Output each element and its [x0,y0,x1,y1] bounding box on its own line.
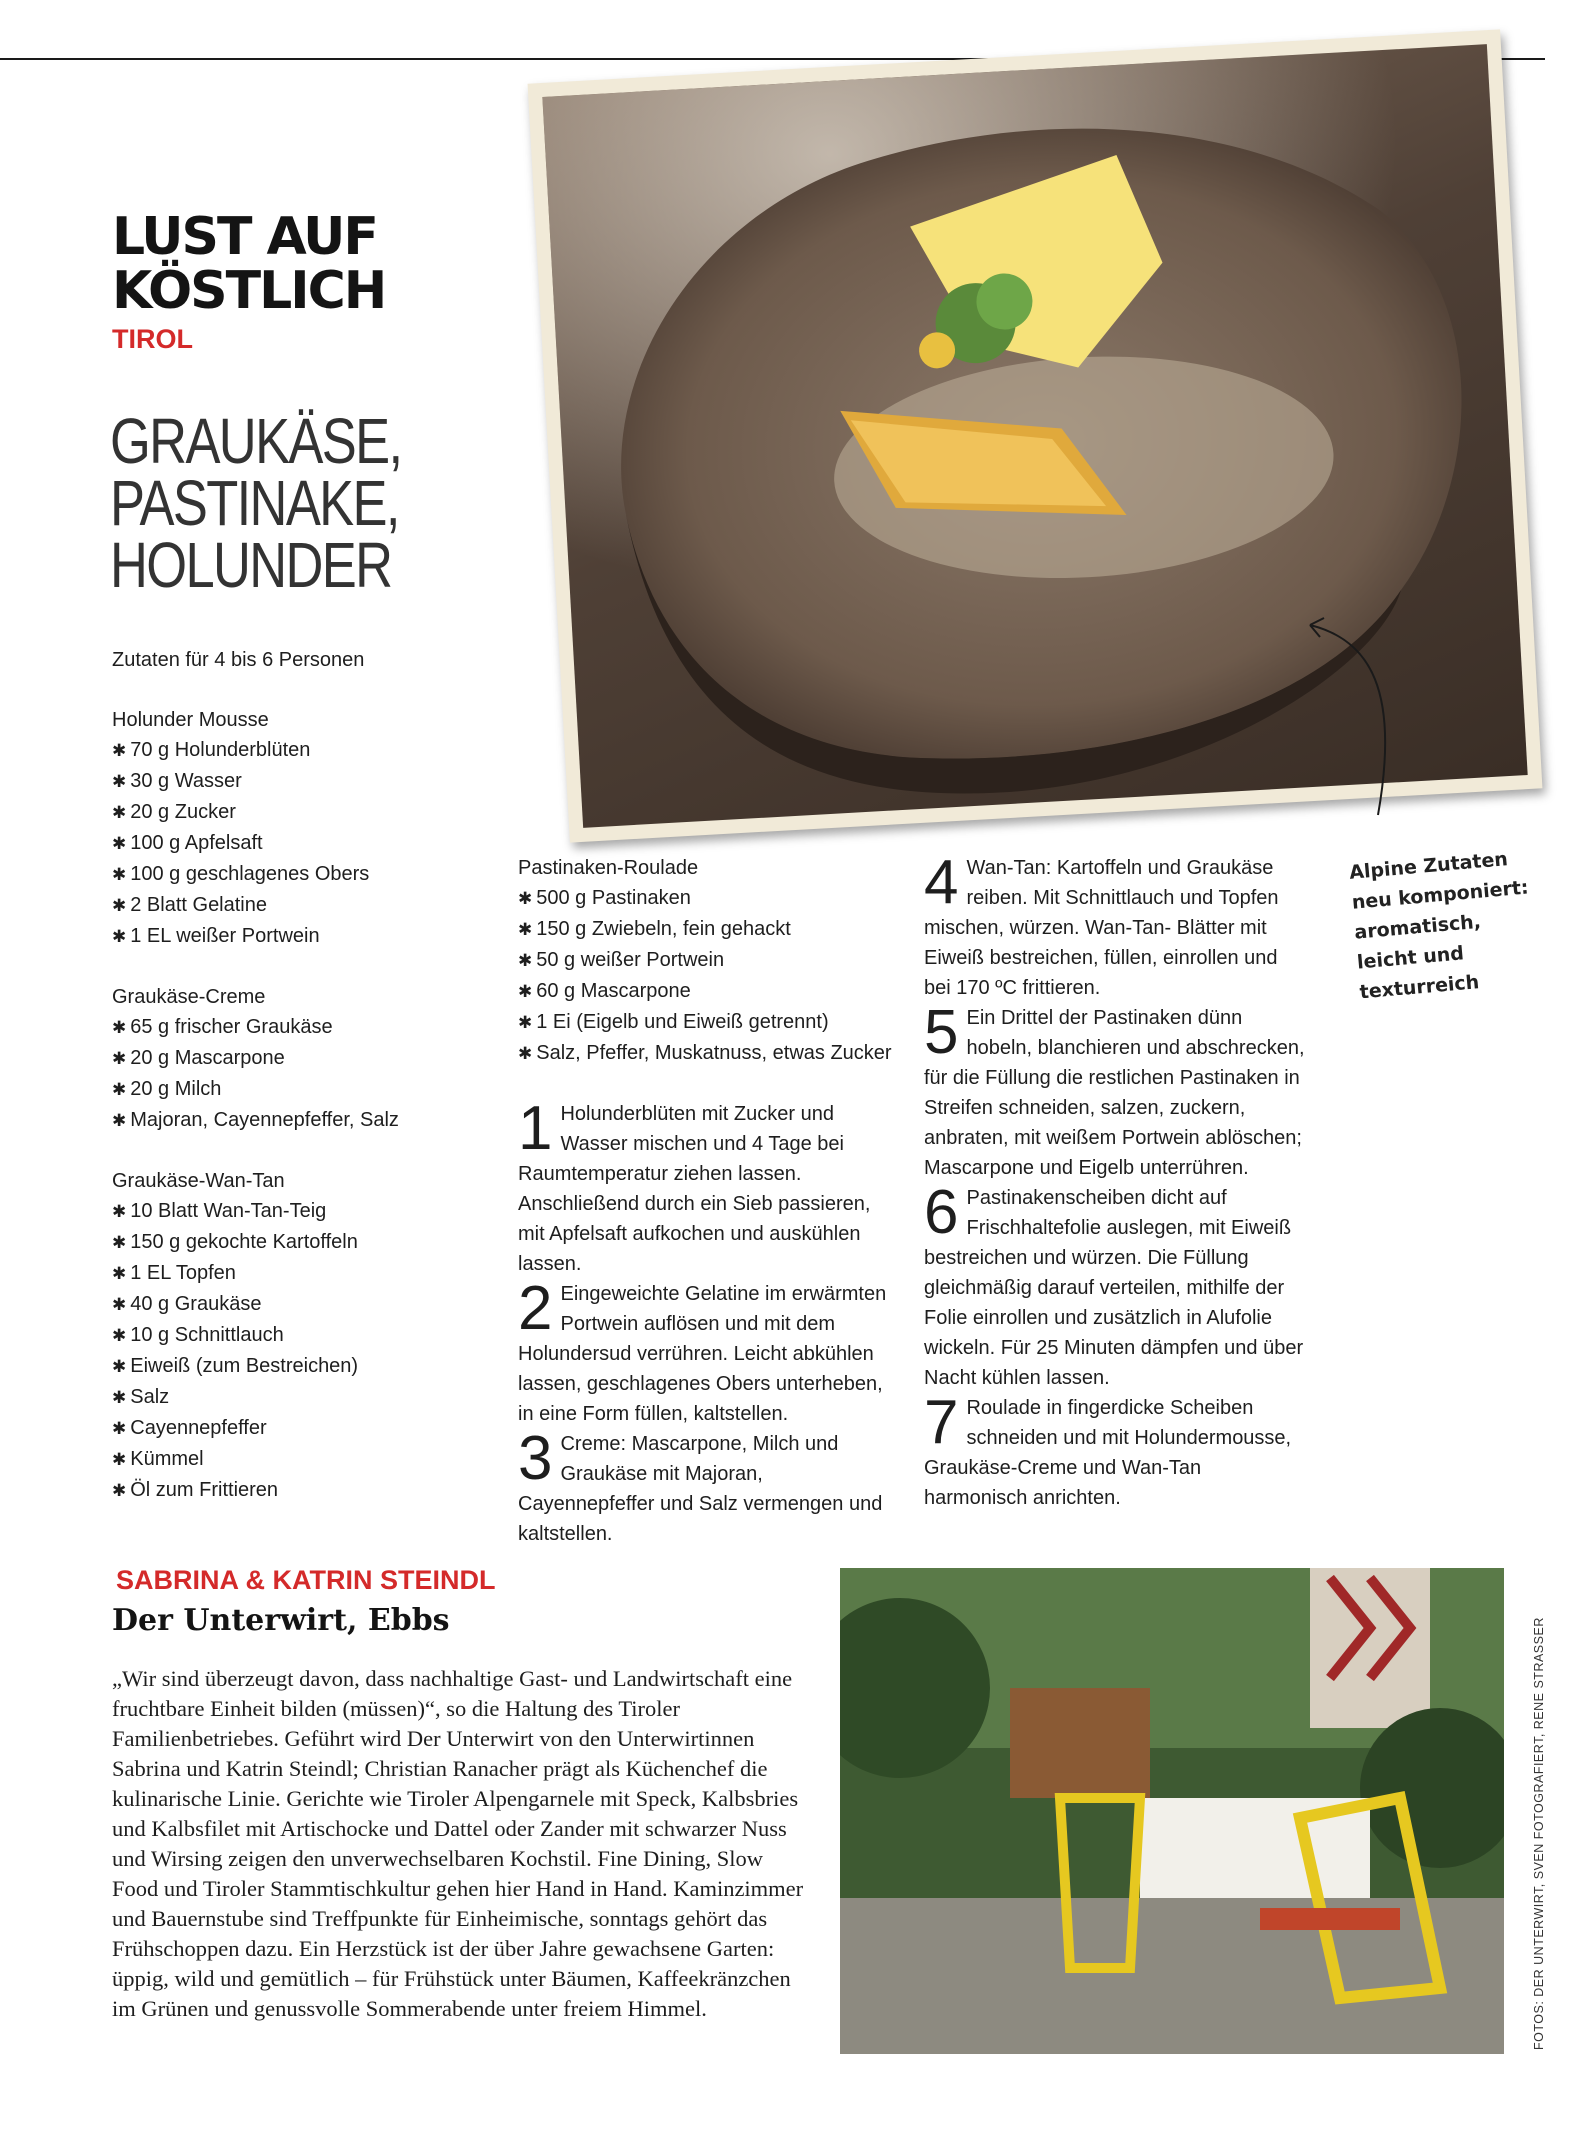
group-heading: Graukäse-Creme [112,986,266,1008]
recipe-column-3 [924,848,1309,1513]
group-heading: Holunder Mousse [112,709,269,731]
recipe-step [518,1274,898,1429]
group-heading: Graukäse-Wan-Tan [112,1170,285,1192]
ingredient-item: ✱ 1 EL weißer Portwein [112,921,492,952]
ingredient-item: ✱ 1 Ei (Eigelb und Eiweiß getrennt) [518,1007,898,1038]
recipe-title-line: HOLUNDER [110,529,392,601]
recipe-step [924,1388,1309,1513]
ingredient-item: ✱ 70 g Holunderblüten [112,735,492,766]
step-text: Eingeweichte Gelatine im erwärmten Portwein auflösen und mit dem Holundersud verrühren. Leicht abkühlen lassen, geschlagenes Obers unterheben, in eine Form füllen, kaltstellen. [518,1283,887,1425]
ingredient-item: ✱ 20 g Mascarpone [112,1043,492,1074]
step-text: Roulade in fingerdicke Scheiben schneiden und mit Holundermousse, Graukäse-Creme und Wan-Tan harmonisch anrichten. [924,1397,1292,1509]
step-text: Holunderblüten mit Zucker und Wasser mischen und 4 Tage bei Raumtemperatur ziehen lassen. Anschließend durch ein Sieb passieren, mit Apfelsaft aufkochen und auskühlen lassen. [518,1103,871,1275]
garden-photo [840,1568,1504,2054]
ingredient-item: ✱ Salz, Pfeffer, Muskatnuss, etwas Zucker [518,1038,898,1069]
ingredient-item: ✱ 150 g Zwiebeln, fein gehackt [518,914,898,945]
section-title-line: LUST AUF [112,207,377,267]
caption-line: Alpine Zutaten [1348,848,1509,884]
ingredient-item: ✱ 20 g Milch [112,1074,492,1105]
recipe-title-line: GRAUKÄSE, [110,405,402,477]
ingredient-item: ✱ 100 g geschlagenes Obers [112,859,492,890]
photo-caption [1348,842,1540,1007]
step-number: 4 [924,848,959,917]
photo-credit: FOTOS: DER UNTERWIRT, SVEN FOTOGRAFIERT, RENE STRASSER [1532,1617,1546,2050]
ingredient-item: ✱ 100 g Apfelsaft [112,828,492,859]
ingredient-item: ✱ Eiweiß (zum Bestreichen) [112,1351,492,1382]
ingredient-item: ✱ 65 g frischer Graukäse [112,1012,492,1043]
step-text: Ein Drittel der Pastinaken dünn hobeln, blanchieren und abschrecken, für die Füllung die restlichen Pastinaken in Streifen schneiden, salzen, zuckern, anbraten, mit weißem Portwein ablöschen; Mascarpone und Eigelb unterrühren. [924,1007,1305,1179]
ingredient-item: ✱ Kümmel [112,1444,492,1475]
region-label: TIROL [112,324,193,354]
ingredient-item: ✱ 500 g Pastinaken [518,883,898,914]
ingredient-item: ✱ 50 g weißer Portwein [518,945,898,976]
caption-arrow [1280,600,1420,840]
recipe-step [924,998,1309,1183]
ingredient-item: ✱ 1 EL Topfen [112,1258,492,1289]
caption-line: texturreich [1358,971,1481,1004]
caption-line: aromatisch, [1353,910,1482,944]
restaurant-hosts: SABRINA & KATRIN STEINDL [116,1565,496,1595]
ingredient-list [112,735,492,952]
ingredient-item: ✱ 60 g Mascarpone [518,976,898,1007]
ingredient-list [112,1012,492,1136]
ingredient-item: ✱ 150 g gekochte Kartoffeln [112,1227,492,1258]
ingredient-item: ✱ Majoran, Cayennepfeffer, Salz [112,1105,492,1136]
ingredient-item: ✱ Cayennepfeffer [112,1413,492,1444]
restaurant-description: „Wir sind überzeugt davon, dass nachhaltige Gast- und Landwirtschaft eine fruchtbare Einheit bilden (müssen)“, so die Haltung des Tiroler Familienbetriebes. Geführt wird Der Unterwirt von den Unterwirtinnen Sabrina und Katrin Steindl; Christian Ranacher prägt als Küchenchef die kulinarische Linie. Gerichte wie Tiroler Alpengarnele mit Speck, Kalbsbries und Kalbsfilet mit Artischocke und Dattel oder Zander mit schwarzer Nuss und Wirsing zeigen den unverwechselbaren Kochstil. Fine Dining, Slow Food und Tiroler Stammtischkultur gehen hier Hand in Hand. Kaminzimmer und Bauernstube sind Treffpunkte für Einheimische, sonntags gehört das Frühschoppen dazu. Ein Herzstück ist der über Jahre gewachsene Garten: üppig, wild und gemütlich – für Frühstück unter Bäumen, Kaffeekränzchen im Grünen und genussvolle Sommerabende unter freiem Himmel. [112,1666,804,2021]
ingredient-item: ✱ 10 Blatt Wan-Tan-Teig [112,1196,492,1227]
section-title [112,207,386,321]
step-text: Wan-Tan: Kartoffeln und Graukäse reiben. Mit Schnittlauch und Topfen mischen, würzen. Wan-Tan- Blätter mit Eiweiß bestreichen, füllen, einrollen und bei 170 ºC frittieren. [924,857,1279,999]
recipe-step [518,1424,898,1549]
step-number: 6 [924,1178,959,1247]
ingredient-item: ✱ 2 Blatt Gelatine [112,890,492,921]
section-title-line: KÖSTLICH [112,261,386,321]
step-number: 2 [518,1274,553,1343]
step-number: 1 [518,1094,553,1163]
recipe-column-2 [518,853,898,1549]
servings: Zutaten für 4 bis 6 Personen [112,649,365,671]
garden-illustration [840,1568,1504,2054]
step-text: Creme: Mascarpone, Milch und Graukäse mit Majoran, Cayennepfeffer und Salz vermengen und kaltstellen. [518,1433,883,1545]
recipe-title-line: PASTINAKE, [110,467,399,539]
recipe-step [518,1094,898,1279]
recipe-step [924,848,1309,1003]
step-number: 7 [924,1388,959,1457]
ingredient-item: ✱ 40 g Graukäse [112,1289,492,1320]
ingredient-list [112,1196,492,1506]
recipe-title [110,405,402,601]
step-number: 3 [518,1424,553,1493]
step-number: 5 [924,998,959,1067]
ingredient-item: ✱ 10 g Schnittlauch [112,1320,492,1351]
step-text: Pastinakenscheiben dicht auf Frischhaltefolie auslegen, mit Eiweiß bestreichen und würzen. Die Füllung gleichmäßig darauf verteilen, mithilfe der Folie einrollen und zusätzlich in Alufolie wickeln. Für 25 Minuten dämpfen und über Nacht kühlen lassen. [924,1187,1304,1389]
recipe-step [924,1178,1309,1393]
ingredient-item: ✱ 30 g Wasser [112,766,492,797]
ingredient-item: ✱ Salz [112,1382,492,1413]
ingredient-item: ✱ 20 g Zucker [112,797,492,828]
group-heading: Pastinaken-Roulade [518,857,699,879]
ingredient-item: ✱ Öl zum Frittieren [112,1475,492,1506]
caption-line: neu komponiert: [1350,876,1530,914]
ingredient-list [518,883,898,1069]
ingredients-column-1 [112,645,492,1506]
restaurant-name: Der Unterwirt, Ebbs [112,1603,450,1638]
caption-line: leicht und [1356,942,1465,974]
